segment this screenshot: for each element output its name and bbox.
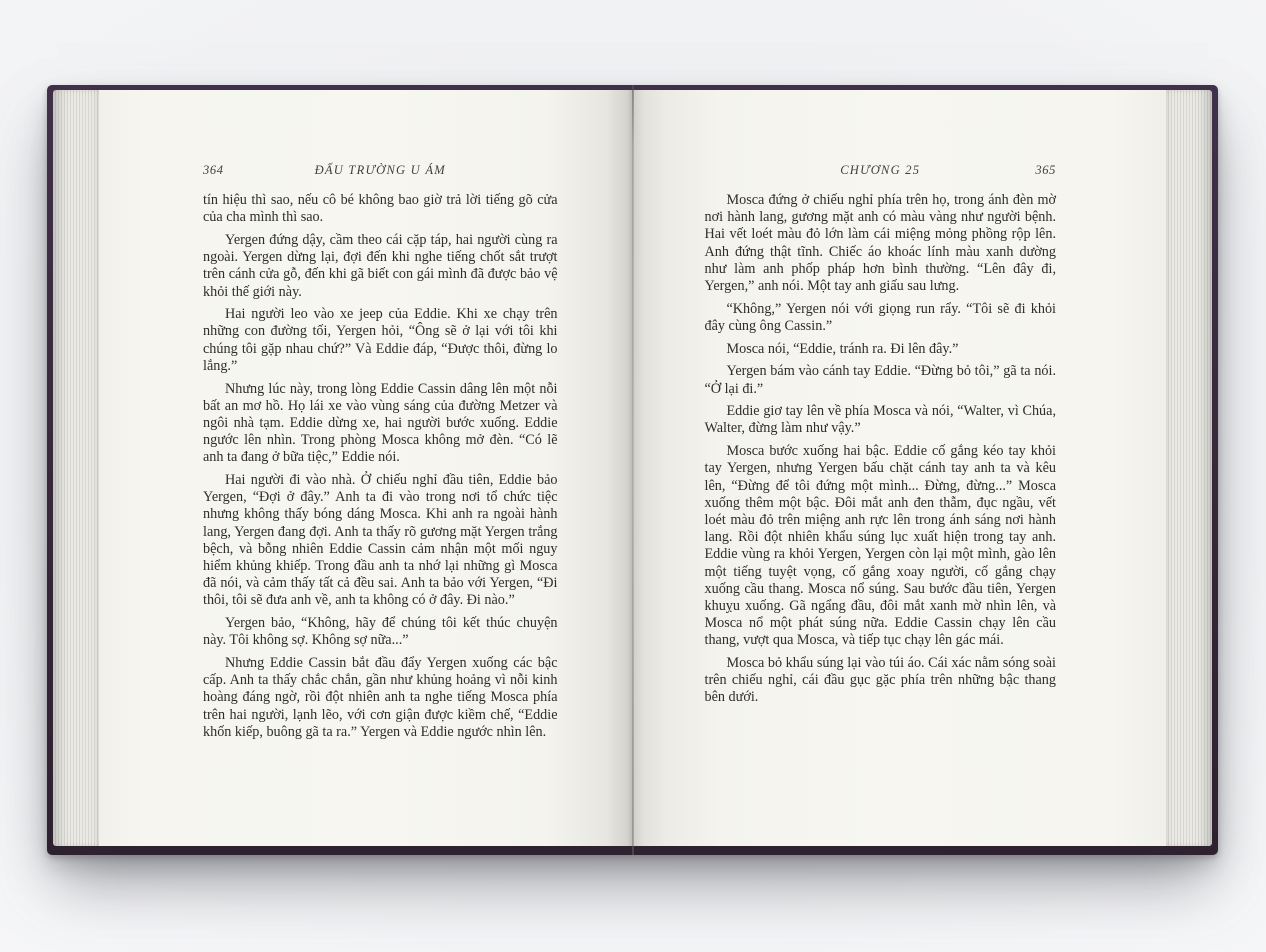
page-number: 364 <box>203 163 224 177</box>
right-page-content <box>705 163 1057 712</box>
chapter-heading: CHƯƠNG 25 <box>840 163 921 177</box>
left-page-header <box>203 163 558 181</box>
right-page-header <box>705 163 1057 181</box>
paragraph: Mosca nói, “Eddie, tránh ra. Đi lên đây.” <box>726 340 959 357</box>
paragraph: Nhưng lúc này, trong lòng Eddie Cassin dâng lên một nỗi bất an mơ hồ. Họ lái xe vào vùng sáng của đường Metzer và ngôi nhà tạm. Eddie dừng xe, hai người bước xuống. Eddie ngước lên nhìn. Trong phòng Mosca không mở đèn. “Có lẽ anh ta đang ở bữa tiệc,” Eddie nói. <box>203 380 558 466</box>
paragraph: Yergen đứng dậy, cầm theo cái cặp táp, hai người cùng ra ngoài. Yergen dừng lại, đợi đến khi nghe tiếng chốt sắt trượt trên cánh cửa gỗ, đến khi gã biết con gái mình đã được bảo vệ khỏi thế giới này. <box>203 231 558 300</box>
book-gutter <box>632 85 634 855</box>
paragraph: Hai người đi vào nhà. Ở chiếu nghỉ đầu tiên, Eddie bảo Yergen, “Đợi ở đây.” Anh ta đi vào trong nơi tổ chức tiệc nhưng không thấy bóng dáng Mosca. Khi anh ra ngoài hành lang, Yergen đang đợi. Anh ta thấy rõ gương mặt Yergen trắng bệch, và bỗng nhiên Eddie Cassin cảm nhận một mối nguy hiểm khủng khiếp. Trong đầu anh ta nhớ lại những gì Mosca đã nói, và cảm thấy tất cả đều sai. Anh ta bảo với Yergen, “Đi thôi, tôi sẽ đưa anh về, anh ta không có ở đây. Đi nào.” <box>203 472 558 609</box>
paragraph: “Không,” Yergen nói với giọng run rẩy. “Tôi sẽ đi khỏi đây cùng ông Cassin.” <box>704 300 1056 334</box>
paragraph: Mosca bước xuống hai bậc. Eddie cố gắng kéo tay khỏi tay Yergen, nhưng Yergen bấu chặt cánh tay anh ta và kêu lên, “Đừng để tôi đứng một mình... Đừng, đừng...” Mosca xuống thêm một bậc. Đôi mắt anh đen thẫm, đục ngầu, vết loét màu đỏ trên miệng anh rực lên trong ánh sáng nơi hành lang. Rồi đột nhiên khẩu súng lục xuất hiện trong tay anh. Eddie vùng ra khỏi Yergen, Yergen còn lại một mình, gào lên một tiếng tuyệt vọng, cố gắng xoay người, cố gắng chạy xuống cầu thang. Mosca nổ súng. Sau bước đầu tiên, Yergen khuỵu xuống. Gã ngẩng đầu, đôi mắt xanh mờ nhìn lên, và Mosca nổ một phát súng nữa. Eddie Cassin chạy lên cầu thang, vượt qua Mosca, và tiếp tục chạy lên gác mái. <box>704 443 1056 649</box>
page-number: 365 <box>1035 163 1056 177</box>
page-edges-left <box>53 90 99 846</box>
running-title: ĐẤU TRƯỜNG U ÁM <box>314 163 446 177</box>
right-page <box>633 90 1167 846</box>
left-page-content <box>203 163 558 747</box>
paragraph: Eddie giơ tay lên về phía Mosca và nói, “Walter, vì Chúa, Walter, đừng làm như vậy.” <box>704 403 1056 437</box>
paragraph: Mosca bỏ khẩu súng lại vào túi áo. Cái xác nằm sóng soài trên chiếu nghỉ, cái đầu gục gặc phía trên những bậc thang bên dưới. <box>704 655 1056 706</box>
paragraph: Mosca đứng ở chiếu nghỉ phía trên họ, trong ánh đèn mờ nơi hành lang, gương mặt anh có màu vàng như người bệnh. Hai vết loét màu đỏ lớn làm cái miệng mỏng phồng rộp lên. Anh đứng thật tĩnh. Chiếc áo khoác lính màu xanh dường như làm anh phốp pháp hơn bình thường. “Lên đây đi, Yergen,” anh nói. Một tay anh giấu sau lưng. <box>704 192 1056 295</box>
paragraph: tín hiệu thì sao, nếu cô bé không bao giờ trả lời tiếng gõ cửa của cha mình thì sao. <box>203 192 558 226</box>
paragraph: Yergen bám vào cánh tay Eddie. “Đừng bỏ tôi,” gã ta nói. “Ở lại đi.” <box>704 363 1056 397</box>
open-book <box>47 85 1218 855</box>
paragraph: Yergen bảo, “Không, hãy để chúng tôi kết thúc chuyện này. Tôi không sợ. Không sợ nữa...” <box>203 615 558 649</box>
right-page-text <box>705 192 1057 707</box>
left-page-text <box>203 192 558 741</box>
left-page <box>99 90 633 846</box>
page-edges-right <box>1166 90 1212 846</box>
paragraph: Nhưng Eddie Cassin bắt đầu đẩy Yergen xuống các bậc cấp. Anh ta thấy chắc chắn, gần như khủng hoảng vì nỗi kinh hoàng đáng ngờ, rồi đột nhiên anh ta nghe tiếng Mosca phía trên hai người, lạnh lẽo, với cơn giận được kiềm chế, “Eddie khốn kiếp, buông gã ta ra.” Yergen và Eddie ngước nhìn lên. <box>203 655 558 740</box>
paragraph: Hai người leo vào xe jeep của Eddie. Khi xe chạy trên những con đường tối, Yergen hỏi, “Ông sẽ ở lại với tôi khi chúng tôi gặp nhau chứ?” Và Eddie đáp, “Được thôi, đừng lo lắng.” <box>203 306 558 374</box>
